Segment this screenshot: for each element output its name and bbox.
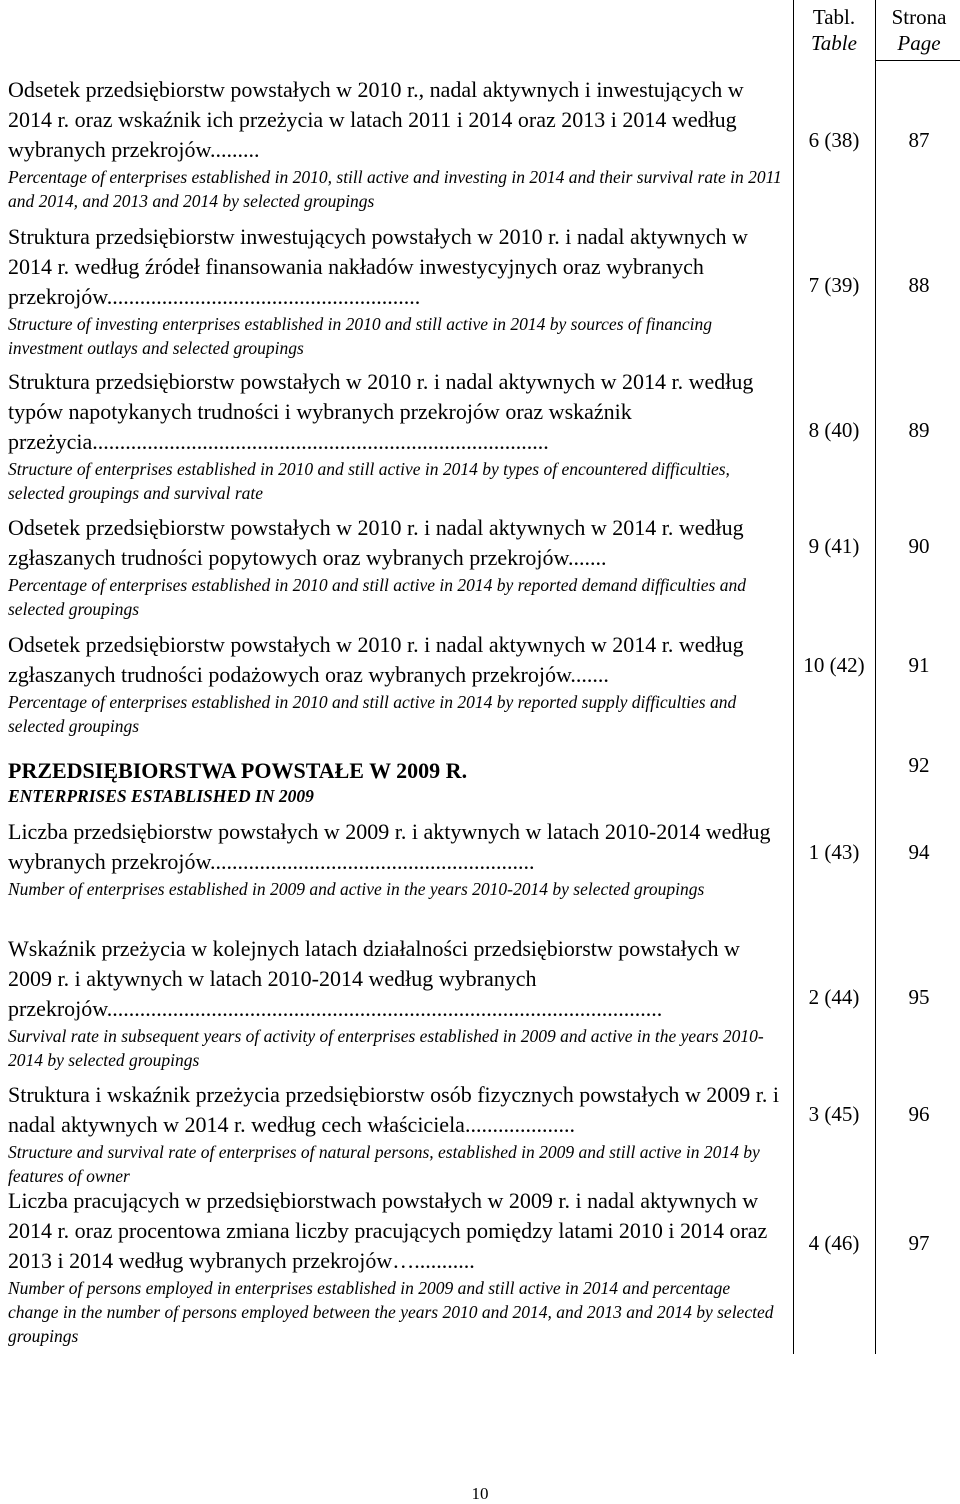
page-number-ref: 89 — [908, 418, 930, 442]
page-number-ref: 88 — [908, 273, 930, 297]
entry-title-en: Structure of enterprises established in 2010 and still active in 2014 by types of encountered difficulties, selected groupings and survival rate — [8, 459, 730, 503]
entry-title-en: Structure and survival rate of enterprises of natural persons, established in 2009 and still active in 2014 by features of owner — [8, 1142, 760, 1186]
entry-title-en: Number of persons employed in enterprises established in 2009 and still active in 2014 and percentage change in the number of persons employed between the years 2010 and 2014, and 2013 and 2014 by selected groupings — [8, 1278, 774, 1346]
page-header-en: Page — [897, 31, 941, 55]
entry-title-en: Percentage of enterprises established in 2010, still active and investing in 2014 and their survival rate in 2011 and 2014, and 2013 and 2014 by selected groupings — [8, 167, 782, 211]
table-number: 3 (45) — [808, 1102, 860, 1126]
table-number: 6 (38) — [808, 128, 860, 152]
toc-entry[interactable] — [8, 630, 783, 738]
entry-title-pl: Odsetek przedsiębiorstw powstałych w 2010 r. i nadal aktywnych w 2014 r. według zgłaszanych trudności podażowych oraz wybranych przekrojów....... — [8, 632, 744, 687]
toc-entry[interactable] — [8, 934, 783, 1072]
page-number: 10 — [471, 1484, 489, 1503]
table-number: 10 (42) — [803, 653, 865, 677]
entry-title-pl: Wskaźnik przeżycia w kolejnych latach działalności przedsiębiorstw powstałych w 2009 r. i aktywnych w latach 2010-2014 według wybranych przekrojów..................................................................................................... — [8, 936, 740, 1021]
page-number-ref: 90 — [908, 534, 930, 558]
entry-title-pl: Liczba pracujących w przedsiębiorstwach powstałych w 2009 r. i nadal aktywnych w 2014 r. oraz procentowa zmiana liczby pracujących pomiędzy latami 2010 i 2014 oraz 2013 i 2014 według wybranych przekrojów…........... — [8, 1188, 768, 1273]
entry-title-pl: Odsetek przedsiębiorstw powstałych w 2010 r. i nadal aktywnych w 2014 r. według zgłaszanych trudności popytowych oraz wybranych przekrojów....... — [8, 515, 744, 570]
entry-title-pl: Struktura przedsiębiorstw powstałych w 2010 r. i nadal aktywnych w 2014 r. według typów napotykanych trudności i wybranych przekrojów oraz wskaźnik przeżycia................................................................................... — [8, 369, 754, 454]
toc-entry[interactable] — [8, 75, 783, 213]
toc-entry[interactable] — [8, 513, 783, 621]
page-number-ref: 97 — [908, 1231, 930, 1255]
header-underline — [875, 60, 960, 61]
entry-title-pl: Liczba przedsiębiorstw powstałych w 2009 r. i aktywnych w latach 2010-2014 według wybranych przekrojów........................................................... — [8, 819, 771, 874]
column-divider — [875, 0, 876, 1354]
toc-entry[interactable] — [8, 367, 783, 505]
page-number-ref: 92 — [908, 753, 930, 777]
page-column-header — [878, 4, 960, 56]
entry-title-en: Number of enterprises established in 2009 and active in the years 2010-2014 by selected groupings — [8, 879, 705, 899]
table-number: 4 (46) — [808, 1231, 860, 1255]
table-number: 7 (39) — [808, 273, 860, 297]
entry-title-en: Structure of investing enterprises established in 2010 and still active in 2014 by sources of financing investment outlays and selected groupings — [8, 314, 712, 358]
section-heading — [8, 757, 783, 807]
table-number: 9 (41) — [808, 534, 860, 558]
page-number-ref: 96 — [908, 1102, 930, 1126]
table-header-pl: Tabl. — [812, 5, 856, 29]
entry-title-en: Survival rate in subsequent years of activity of enterprises established in 2009 and active in the years 2010-2014 by selected groupings — [8, 1026, 764, 1070]
section-title-en: ENTERPRISES ESTABLISHED IN 2009 — [8, 786, 314, 806]
entry-title-en: Percentage of enterprises established in 2010 and still active in 2014 by reported demand difficulties and selected groupings — [8, 575, 746, 619]
table-column-header — [796, 4, 872, 56]
page-number-ref: 87 — [908, 128, 930, 152]
table-number: 2 (44) — [808, 985, 860, 1009]
toc-entry[interactable] — [8, 1080, 783, 1188]
entry-title-pl: Struktura i wskaźnik przeżycia przedsiębiorstw osób fizycznych powstałych w 2009 r. i nadal aktywnych w 2014 r. według cech właściciela.................... — [8, 1082, 780, 1137]
page-header-pl: Strona — [891, 5, 947, 29]
toc-entry[interactable] — [8, 1186, 783, 1348]
column-divider — [793, 0, 794, 1354]
toc-entry[interactable] — [8, 817, 783, 901]
section-title-pl: PRZEDSIĘBIORSTWA POWSTAŁE W 2009 R. — [8, 758, 468, 783]
table-number: 8 (40) — [808, 418, 860, 442]
entry-title-pl: Odsetek przedsiębiorstw powstałych w 2010 r., nadal aktywnych i inwestujących w 2014 r. oraz wskaźnik ich przeżycia w latach 2011 i 2014 oraz 2013 i 2014 według wybranych przekrojów......... — [8, 77, 744, 162]
toc-entry[interactable] — [8, 222, 783, 360]
page-number-ref: 95 — [908, 985, 930, 1009]
table-header-en: Table — [811, 31, 857, 55]
entry-title-pl: Struktura przedsiębiorstw inwestujących powstałych w 2010 r. i nadal aktywnych w 2014 r. według źródeł finansowania nakładów inwestycyjnych oraz wybranych przekrojów......................................................... — [8, 224, 748, 309]
entry-title-en: Percentage of enterprises established in 2010 and still active in 2014 by reported supply difficulties and selected groupings — [8, 692, 737, 736]
page-number-ref: 94 — [908, 840, 930, 864]
page-number-ref: 91 — [908, 653, 930, 677]
table-number: 1 (43) — [808, 840, 860, 864]
